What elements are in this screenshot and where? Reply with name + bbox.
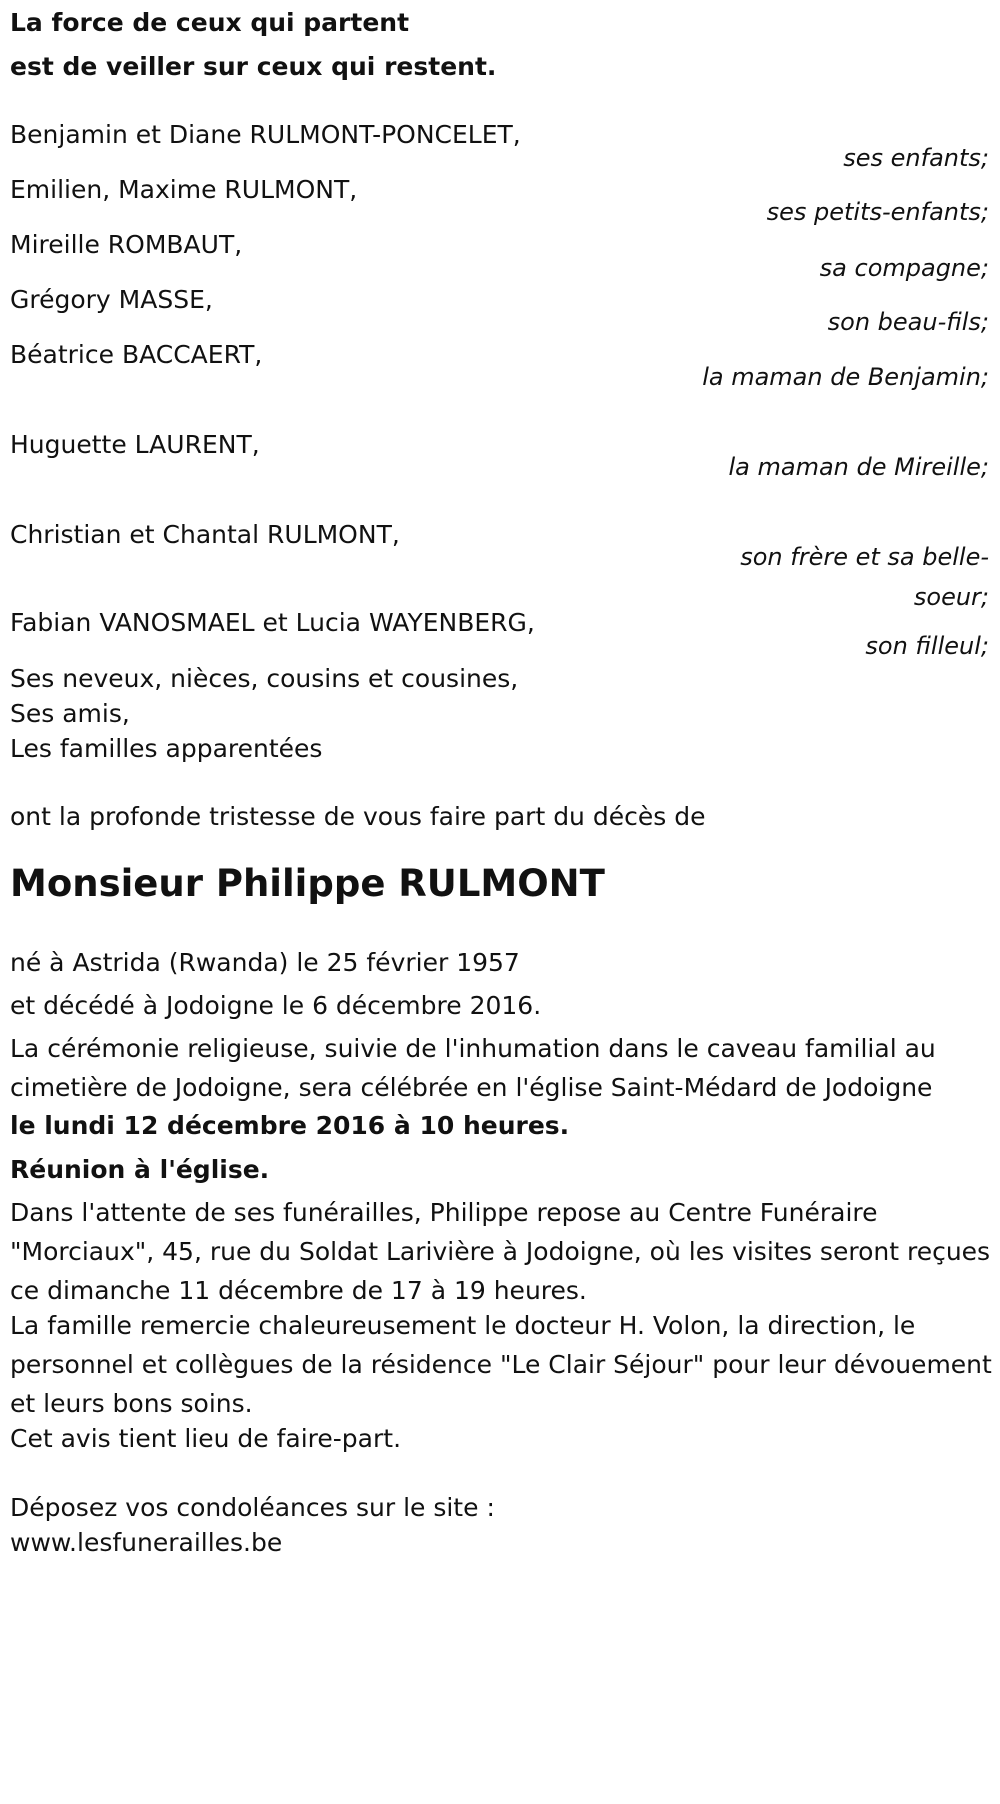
family-role: son frère et sa belle-soeur; <box>740 543 989 611</box>
thanks-text: La famille remercie chaleureusement le docteur H. Volon, la direction, le personnel et collègues de la résidence "Le Clair Séjour" pour leur dévouement et leurs bons soins. <box>10 1311 992 1418</box>
birth-text: né à Astrida (Rwanda) le 25 février 1957 <box>10 948 520 977</box>
deceased-name: Monsieur Philippe RULMONT <box>10 862 605 905</box>
family-name: Emilien, Maxime RULMONT, <box>10 175 358 204</box>
ceremony-date: le lundi 12 décembre 2016 à 10 heures. <box>10 1111 570 1140</box>
family-role: ses enfants; <box>843 144 989 172</box>
ceremony-text: La cérémonie religieuse, suivie de l'inhumation dans le caveau familial au cimetière de Jodoigne, sera célébrée en l'église Saint-Médard de Jodoigne <box>10 1034 936 1102</box>
family-name: Christian et Chantal RULMONT, <box>10 520 400 549</box>
meeting-text: Réunion à l'église. <box>10 1155 270 1184</box>
family-role: sa compagne; <box>819 254 989 282</box>
family-name: Grégory MASSE, <box>10 285 213 314</box>
relatives-line: Ses neveux, nièces, cousins et cousines, <box>10 664 519 693</box>
family-name: Mireille ROMBAUT, <box>10 230 243 259</box>
family-name: Fabian VANOSMAEL et Lucia WAYENBERG, <box>10 608 535 637</box>
family-role: ses petits-enfants; <box>766 198 989 226</box>
notice-text: Cet avis tient lieu de faire-part. <box>10 1424 402 1453</box>
relatives-line: Les familles apparentées <box>10 734 323 763</box>
quote-line-1: La force de ceux qui partent <box>10 8 410 37</box>
death-text: et décédé à Jodoigne le 6 décembre 2016. <box>10 991 542 1020</box>
family-role: son filleul; <box>865 632 989 660</box>
family-role: son beau-fils; <box>827 308 989 336</box>
family-name: Huguette LAURENT, <box>10 430 260 459</box>
family-role: la maman de Mireille; <box>728 453 989 481</box>
visits-text: Dans l'attente de ses funérailles, Philippe repose au Centre Funéraire "Morciaux", 45, rue du Soldat Larivière à Jodoigne, où les visites seront reçues ce dimanche 11 décembre de 17 à 19 heures. <box>10 1198 991 1305</box>
quote-line-2: est de veiller sur ceux qui restent. <box>10 52 497 81</box>
condolences-text: Déposez vos condoléances sur le site : <box>10 1493 495 1522</box>
family-name: Benjamin et Diane RULMONT-PONCELET, <box>10 120 521 149</box>
announcement-text: ont la profonde tristesse de vous faire part du décès de <box>10 802 706 831</box>
relatives-line: Ses amis, <box>10 699 130 728</box>
condolences-website-link[interactable]: www.lesfunerailles.be <box>10 1528 283 1557</box>
family-role: la maman de Benjamin; <box>702 363 989 391</box>
family-name: Béatrice BACCAERT, <box>10 340 263 369</box>
